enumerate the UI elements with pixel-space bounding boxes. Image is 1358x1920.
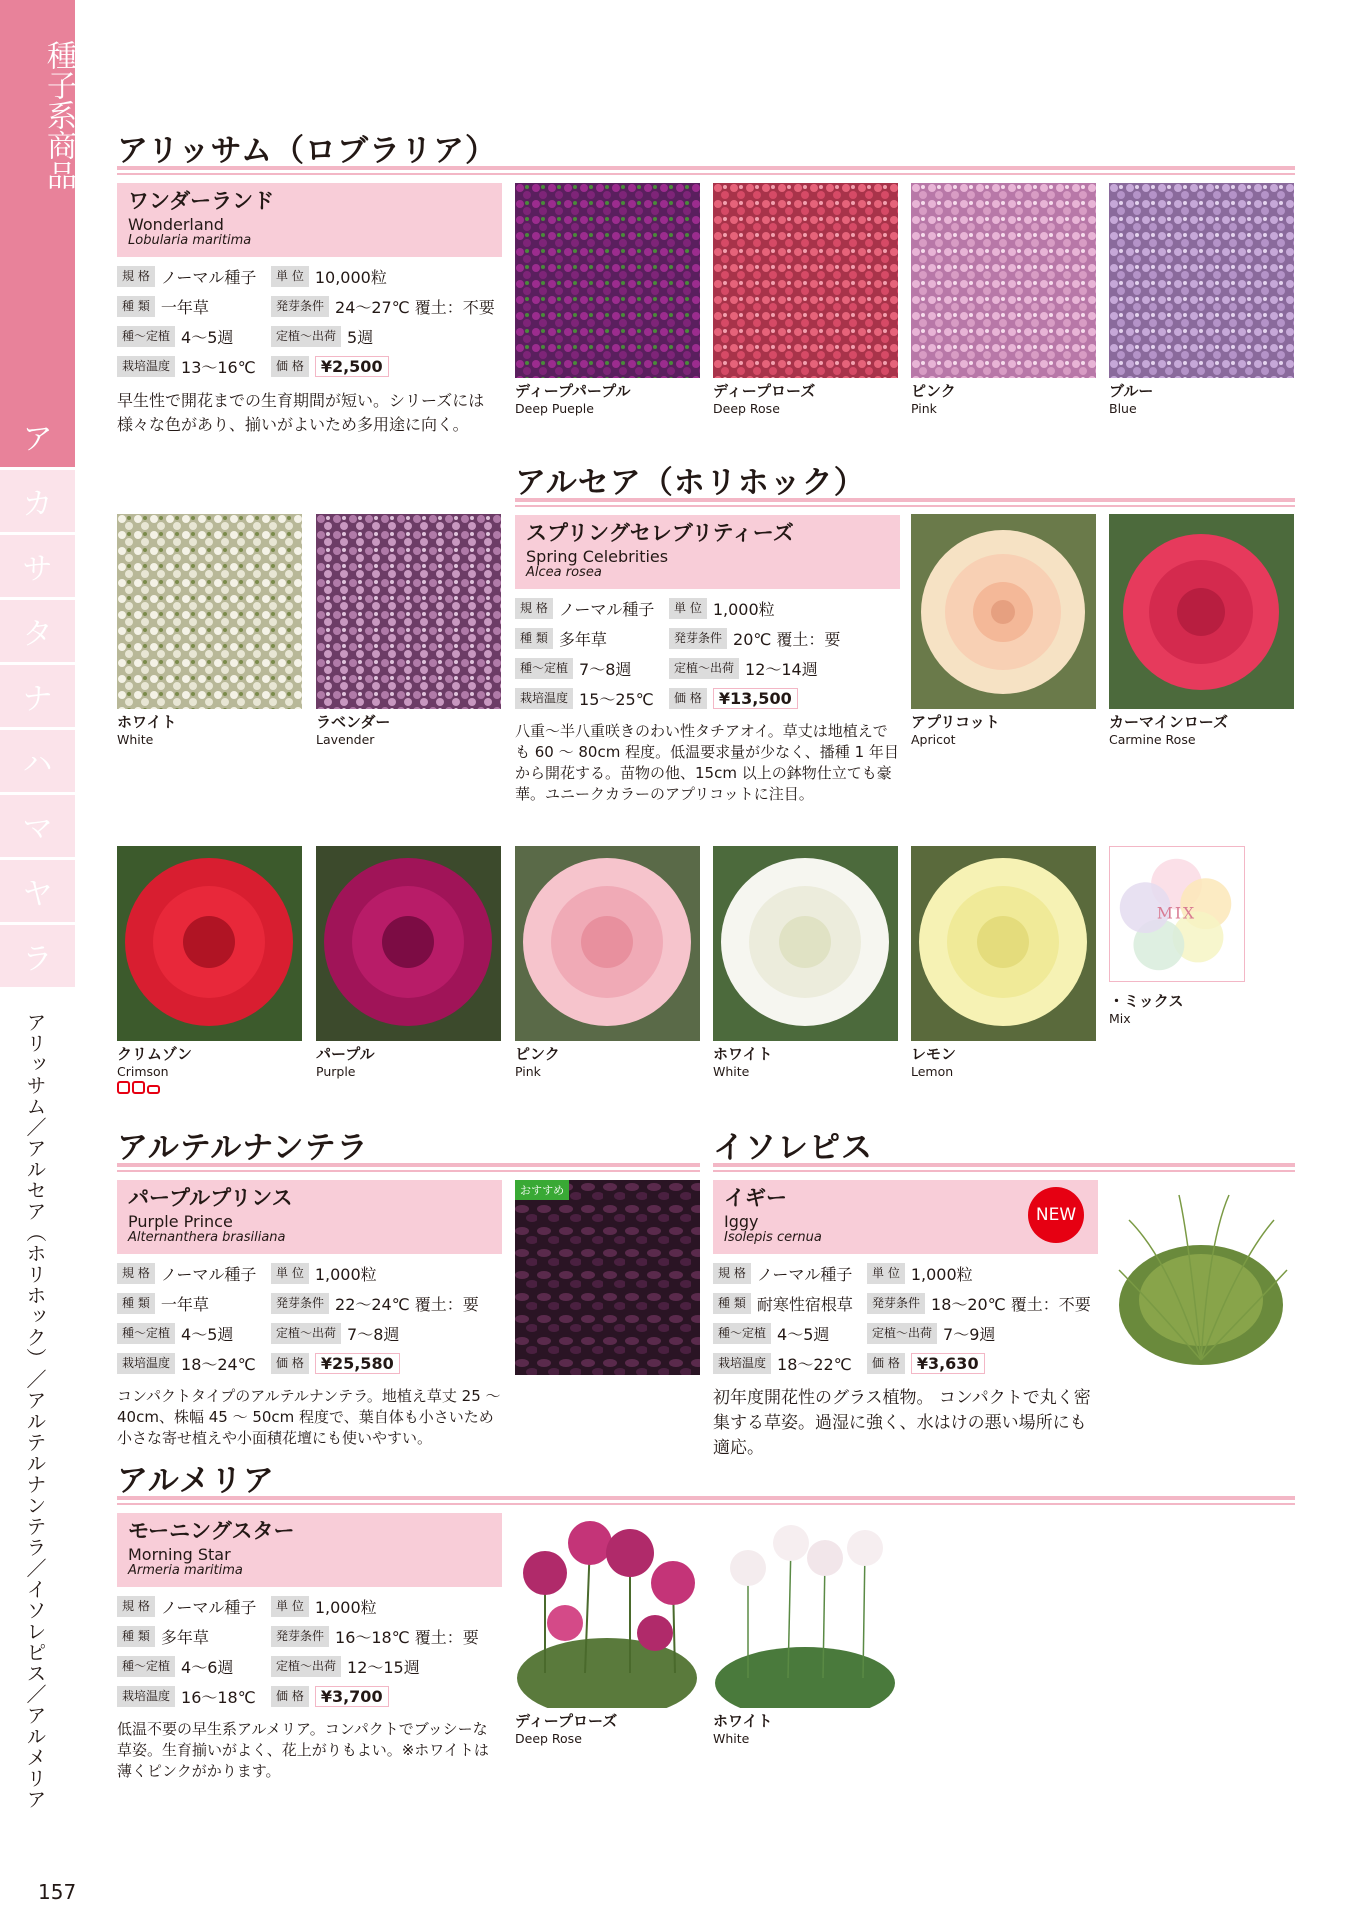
mix-swatch	[1109, 846, 1245, 982]
spec-label: 単 位	[669, 598, 707, 619]
spec-label: 規 格	[117, 1596, 155, 1617]
caption-jp: ディープローズ	[713, 382, 816, 400]
spec-value: 4〜5週	[181, 1324, 234, 1344]
spec-value: 7〜8週	[579, 659, 632, 679]
caption-jp: パープル	[316, 1045, 375, 1063]
award-icon	[147, 1085, 160, 1094]
caption-en: White	[713, 1731, 750, 1746]
caption-lavender	[316, 713, 506, 748]
spec-label: 規 格	[713, 1263, 751, 1284]
card-header	[117, 1513, 502, 1587]
spec-value: 4〜6週	[181, 1657, 234, 1677]
caption-en: White	[117, 732, 154, 747]
photo-armeria-deep-rose	[515, 1513, 700, 1708]
spec-label: 規 格	[117, 266, 155, 287]
product-name-en: Iggy	[724, 1212, 759, 1231]
spec-value: 12〜15週	[347, 1657, 420, 1677]
caption-en: White	[713, 1064, 750, 1079]
spec-value: 多年草	[160, 1627, 209, 1647]
spec-value: 7〜8週	[347, 1324, 400, 1344]
spec-value: 10,000粒	[314, 267, 387, 287]
caption-mix	[1109, 992, 1299, 1027]
spec-label: 単 位	[271, 266, 309, 287]
photo-apricot	[911, 514, 1096, 709]
spec-value: ノーマル種子	[160, 1597, 257, 1617]
caption-en: Crimson	[117, 1064, 169, 1079]
spec-label: 種〜定植	[515, 658, 573, 679]
caption-blue	[1109, 382, 1299, 417]
caption-jp: クリムゾン	[117, 1045, 193, 1063]
caption-lemon	[911, 1045, 1101, 1080]
spec-label: 種〜定植	[117, 1656, 175, 1677]
spec-label: 発芽条件	[271, 1626, 329, 1647]
spec-label: 発芽条件	[271, 296, 329, 317]
caption-jp: ピンク	[911, 382, 956, 400]
caption-deep-rose	[713, 382, 903, 417]
caption-en: Pink	[515, 1064, 541, 1079]
spec-value: 7〜9週	[943, 1324, 996, 1344]
product-description: 八重〜半八重咲きのわい性タチアオイ。草丈は地植えでも 60 〜 80cm 程度。低温要求量が少なく、播種 1 年目から開花する。苗物の他、15cm 以上の鉢物仕立ても豪華。ユニークカラーのアプリコットに注目。	[515, 722, 899, 803]
photo-purple-prince	[515, 1180, 700, 1375]
spec-label: 種 類	[515, 628, 553, 649]
spec-value: 4〜5週	[181, 327, 234, 347]
spec-label: 発芽条件	[669, 628, 727, 649]
spec-value: 18〜24℃	[181, 1354, 256, 1374]
kana-tab-ya[interactable]: ヤ	[0, 860, 75, 924]
product-latin: Alternanthera brasiliana	[128, 1230, 286, 1245]
product-description: 早生性で開花までの生育期間が短い。シリーズには様々な色があり、揃いがよいため多用途に向く。	[117, 391, 485, 434]
index-list: アリッサム／アルセア（ホリホック）／アルテルナンテラ／イソレピス／アルメリア	[23, 1012, 47, 1810]
section-title-alcea: アルセア（ホリホック）	[515, 465, 866, 501]
product-name-en: Morning Star	[128, 1545, 231, 1564]
section-rule	[117, 166, 1295, 175]
spec-table	[117, 261, 502, 381]
spec-value: ノーマル種子	[160, 267, 257, 287]
product-latin: Lobularia maritima	[128, 233, 252, 248]
product-card-iggy	[713, 1180, 1098, 1461]
kana-tab-a[interactable]: ア	[0, 405, 75, 469]
spec-label: 種 類	[117, 296, 155, 317]
spec-value: 4〜5週	[777, 1324, 830, 1344]
spec-label: 規 格	[515, 598, 553, 619]
photo-deep-purple	[515, 183, 700, 378]
page-number: 157	[38, 1880, 77, 1904]
price: ¥13,500	[713, 688, 798, 709]
kana-tab-ma[interactable]: マ	[0, 795, 75, 859]
spec-value: ノーマル種子	[756, 1264, 853, 1284]
spec-label: 栽培温度	[117, 1353, 175, 1374]
section-rule	[713, 1163, 1295, 1172]
caption-pink-alcea	[515, 1045, 705, 1080]
caption-deep-purple	[515, 382, 705, 417]
product-description: コンパクトタイプのアルテルナンテラ。地植え草丈 25 〜 40cm、株幅 45 〜 50cm 程度で、葉自体も小さいため小さな寄せ植えや小面積花壇にも使いやすい。	[117, 1387, 501, 1447]
mix-label: MIX	[1156, 903, 1197, 923]
photo-deep-rose	[713, 183, 898, 378]
spec-label: 定植〜出荷	[867, 1323, 937, 1344]
spec-label: 定植〜出荷	[271, 1323, 341, 1344]
spec-table	[713, 1258, 1098, 1378]
photo-carmine-rose	[1109, 514, 1294, 709]
product-name-jp: パープルプリンス	[128, 1186, 293, 1210]
caption-armeria-white	[713, 1712, 903, 1747]
spec-value: 5週	[347, 327, 374, 347]
caption-jp: ピンク	[515, 1045, 560, 1063]
photo-pink-alcea	[515, 846, 700, 1041]
spec-value: ノーマル種子	[558, 599, 655, 619]
spec-value: ノーマル種子	[160, 1264, 257, 1284]
spec-label: 種〜定植	[117, 326, 175, 347]
kana-tab-ka[interactable]: カ	[0, 470, 75, 534]
spec-label: 価 格	[271, 356, 309, 377]
spec-label: 価 格	[271, 1353, 309, 1374]
product-name-en: Spring Celebrities	[526, 547, 669, 566]
caption-apricot	[911, 713, 1101, 748]
caption-en: Deep Pueple	[515, 401, 594, 416]
spec-value: 24〜27℃ 覆土：不要	[335, 297, 495, 317]
caption-carmine-rose	[1109, 713, 1299, 748]
caption-jp: ホワイト	[713, 1045, 773, 1063]
spec-label: 栽培温度	[117, 356, 175, 377]
kana-tab-na[interactable]: ナ	[0, 665, 75, 729]
spec-label: 価 格	[669, 688, 707, 709]
spec-label: 定植〜出荷	[271, 326, 341, 347]
recommend-badge: おすすめ	[515, 1180, 569, 1200]
section-title-armeria: アルメリア	[117, 1463, 275, 1499]
sidebar	[0, 0, 75, 1920]
spec-value: 1,000粒	[712, 599, 775, 619]
spec-label: 発芽条件	[867, 1293, 925, 1314]
photo-white	[117, 514, 302, 709]
caption-en: Apricot	[911, 732, 956, 747]
spec-value: 多年草	[558, 629, 607, 649]
price: ¥3,700	[315, 1686, 389, 1707]
spec-value: 20℃ 覆土：要	[733, 629, 841, 649]
section-rule	[117, 1163, 700, 1172]
spec-label: 種 類	[117, 1626, 155, 1647]
caption-jp: アプリコット	[911, 713, 1000, 731]
photo-lavender	[316, 514, 501, 709]
product-latin: Armeria maritima	[128, 1563, 243, 1578]
caption-jp: ブルー	[1109, 382, 1154, 400]
product-name-jp: ワンダーランド	[128, 189, 275, 213]
caption-jp: ホワイト	[117, 713, 177, 731]
spec-value: 1,000粒	[314, 1597, 377, 1617]
caption-jp: カーマインローズ	[1109, 713, 1228, 731]
photo-lemon	[911, 846, 1096, 1041]
caption-armeria-deep-rose	[515, 1712, 705, 1747]
caption-jp: ・ミックス	[1109, 992, 1184, 1010]
spec-value: 13〜16℃	[181, 357, 256, 377]
section-rule	[117, 1496, 1295, 1505]
spec-value: 一年草	[160, 297, 209, 317]
caption-white	[117, 713, 307, 748]
caption-white-alcea	[713, 1045, 903, 1080]
caption-en: Mix	[1109, 1011, 1131, 1026]
price: ¥3,630	[911, 1353, 985, 1374]
caption-crimson	[117, 1045, 307, 1094]
product-name-en: Purple Prince	[128, 1212, 233, 1231]
caption-jp: ディープローズ	[515, 1712, 618, 1730]
product-latin: Isolepis cernua	[724, 1230, 822, 1245]
caption-en: Deep Rose	[713, 401, 780, 416]
product-name-jp: モーニングスター	[128, 1519, 295, 1543]
spec-label: 栽培温度	[117, 1686, 175, 1707]
spec-label: 栽培温度	[713, 1353, 771, 1374]
card-header	[713, 1180, 1098, 1254]
caption-en: Lemon	[911, 1064, 954, 1079]
spec-value: 18〜20℃ 覆土：不要	[931, 1294, 1091, 1314]
spec-label: 単 位	[271, 1263, 309, 1284]
caption-en: Blue	[1109, 401, 1137, 416]
award-icon	[132, 1081, 145, 1094]
caption-pink	[911, 382, 1101, 417]
category-label: 種子系商品	[41, 40, 76, 190]
section-title-alyssum: アリッサム（ロブラリア）	[117, 133, 497, 169]
spec-value: 15〜25℃	[579, 689, 654, 709]
section-rule	[515, 498, 1295, 507]
spec-label: 種〜定植	[117, 1323, 175, 1344]
product-card-wonderland	[117, 183, 502, 437]
photo-white-alcea	[713, 846, 898, 1041]
photo-pink	[911, 183, 1096, 378]
kana-tab-ha[interactable]: ハ	[0, 730, 75, 794]
photo-crimson	[117, 846, 302, 1041]
caption-jp: ディープパープル	[515, 382, 631, 400]
kana-tab-sa[interactable]: サ	[0, 535, 75, 599]
spec-value: 一年草	[160, 1294, 209, 1314]
caption-en: Lavender	[316, 732, 375, 747]
spec-label: 定植〜出荷	[669, 658, 739, 679]
product-description: 低温不要の早生系アルメリア。コンパクトでブッシーな草姿。生育揃いがよく、花上がりもよい。※ホワイトは薄くピンクがかります。	[117, 1720, 489, 1780]
caption-jp: ホワイト	[713, 1712, 773, 1730]
product-description: 初年度開花性のグラス植物。 コンパクトで丸く密集する草姿。過湿に強く、水はけの悪い場所にも適応。	[713, 1388, 1091, 1458]
spec-label: 栽培温度	[515, 688, 573, 709]
photo-iggy	[1109, 1180, 1294, 1375]
product-card-morning-star	[117, 1513, 502, 1782]
spec-label: 単 位	[271, 1596, 309, 1617]
caption-en: Purple	[316, 1064, 356, 1079]
caption-jp: レモン	[911, 1045, 957, 1063]
kana-tab-ra[interactable]: ラ	[0, 925, 75, 989]
photo-purple	[316, 846, 501, 1041]
spec-label: 単 位	[867, 1263, 905, 1284]
spec-table	[117, 1258, 502, 1378]
category-tab[interactable]	[0, 0, 75, 405]
product-name-jp: スプリングセレブリティーズ	[526, 521, 794, 545]
product-name-en: Wonderland	[128, 215, 224, 234]
product-name-jp: イギー	[724, 1186, 787, 1210]
photo-armeria-white	[713, 1513, 898, 1708]
section-title-alternanthera: アルテルナンテラ	[117, 1130, 369, 1166]
caption-en: Pink	[911, 401, 937, 416]
award-icons	[117, 1081, 307, 1094]
caption-en: Deep Rose	[515, 1731, 582, 1746]
caption-jp: ラベンダー	[316, 713, 391, 731]
spec-table	[515, 593, 900, 713]
spec-value: 16〜18℃	[181, 1687, 256, 1707]
card-header	[117, 1180, 502, 1254]
spec-label: 種 類	[117, 1293, 155, 1314]
spec-value: 18〜22℃	[777, 1354, 852, 1374]
product-card-purple-prince	[117, 1180, 502, 1449]
spec-label: 規 格	[117, 1263, 155, 1284]
caption-purple	[316, 1045, 506, 1080]
card-header	[117, 183, 502, 257]
price: ¥2,500	[315, 356, 389, 377]
award-icon	[117, 1081, 130, 1094]
spec-value: 耐寒性宿根草	[756, 1294, 853, 1314]
new-badge: NEW	[1028, 1187, 1084, 1243]
spec-table	[117, 1591, 502, 1711]
product-card-spring-celebrities	[515, 515, 900, 805]
caption-en: Carmine Rose	[1109, 732, 1196, 747]
card-header	[515, 515, 900, 589]
spec-label: 種 類	[713, 1293, 751, 1314]
product-latin: Alcea rosea	[526, 565, 602, 580]
spec-label: 価 格	[867, 1353, 905, 1374]
kana-tab-ta[interactable]: タ	[0, 600, 75, 664]
spec-label: 価 格	[271, 1686, 309, 1707]
photo-blue	[1109, 183, 1294, 378]
spec-value: 12〜14週	[745, 659, 818, 679]
spec-label: 発芽条件	[271, 1293, 329, 1314]
spec-value: 22〜24℃ 覆土：要	[335, 1294, 479, 1314]
price: ¥25,580	[315, 1353, 400, 1374]
spec-value: 1,000粒	[314, 1264, 377, 1284]
section-title-isolepis: イソレピス	[713, 1130, 873, 1166]
spec-value: 1,000粒	[910, 1264, 973, 1284]
spec-value: 16〜18℃ 覆土：要	[335, 1627, 479, 1647]
spec-label: 定植〜出荷	[271, 1656, 341, 1677]
spec-label: 種〜定植	[713, 1323, 771, 1344]
